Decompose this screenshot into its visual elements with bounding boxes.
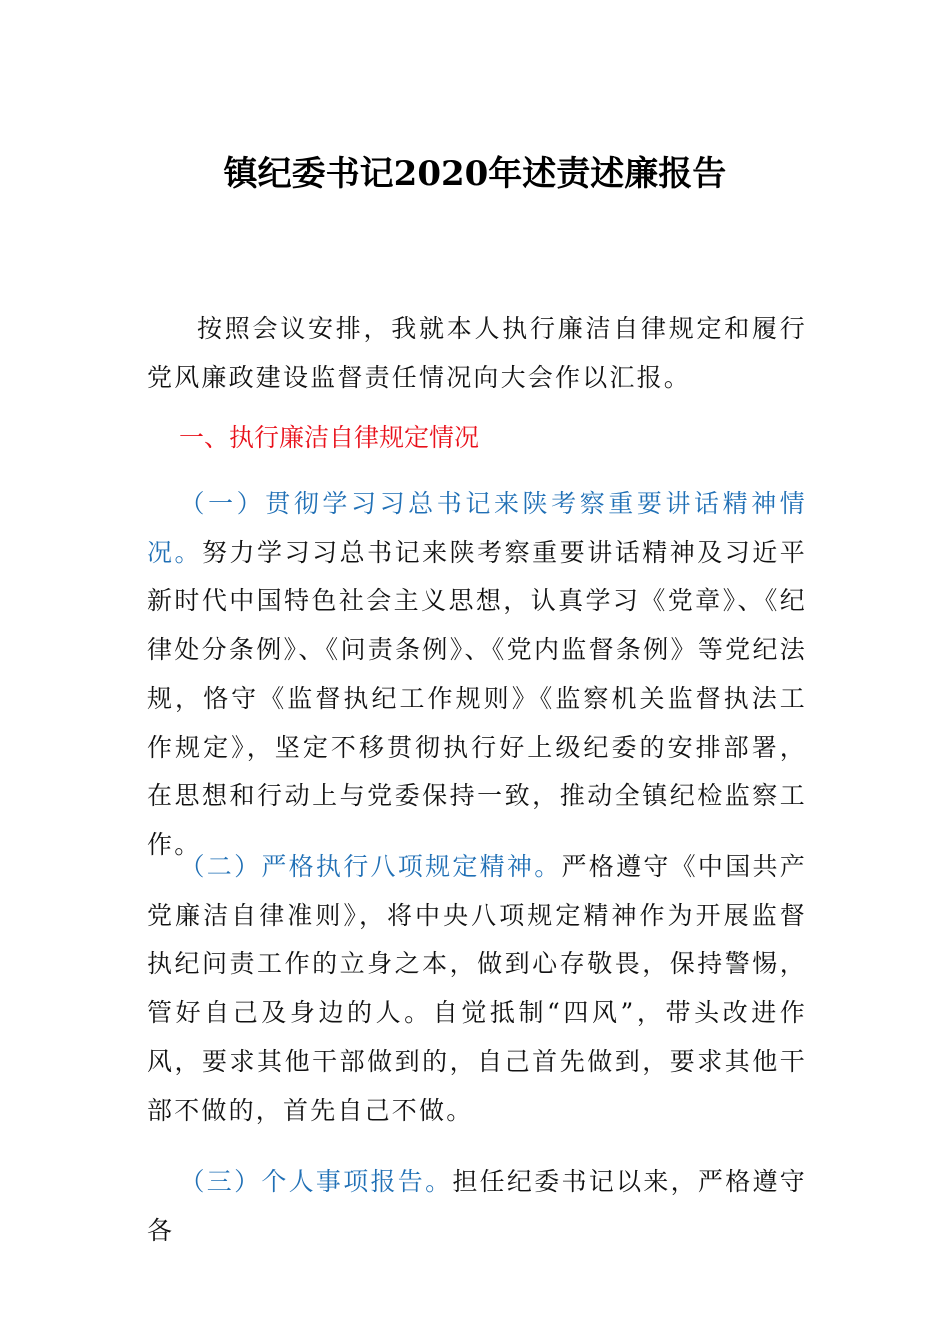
item-1-body: 努力学习习总书记来陕考察重要讲话精神及习近平新时代中国特色社会主义思想，认真学习《党章》、《纪律处分条例》、《问责条例》、《党内监督条例》等党纪法规，恪守《监督执纪工作规则》《监察机关监督执法工作规定》，坚定不移贯彻执行好上级纪委的安排部署，在思想和行动上与党委保持一致，推动全镇纪检监察工作。 (147, 537, 807, 859)
item-2-heading: （二）严格执行八项规定精神。 (179, 852, 562, 881)
item-1-paragraph (147, 480, 807, 870)
item-2-body: 严格遵守《中国共产党廉洁自律准则》，将中央八项规定精神作为开展监督执纪问责工作的立身之本，做到心存敬畏，保持警惕，管好自己及身边的人。自觉抵制“四风”，带头改进作风，要求其他干部做到的，自己首先做到，要求其他干部不做的，首先自己不做。 (147, 852, 807, 1125)
item-3-heading: （三）个人事项报告。 (179, 1167, 453, 1196)
intro-paragraph: 按照会议安排，我就本人执行廉洁自律规定和履行党风廉政建设监督责任情况向大会作以汇报。 (147, 314, 807, 392)
item-3-body: 担任纪委书记以来，严格遵守各 (147, 1167, 807, 1245)
item-1-heading: （一）贯彻学习习总书记来陕考察重要讲话精神情况。 (147, 489, 807, 567)
item-3-paragraph (147, 1158, 807, 1255)
item-2-paragraph (147, 843, 807, 1135)
document-title: 镇纪委书记2020年述责述廉报告 (223, 154, 727, 194)
section-heading: 一、执行廉洁自律规定情况 (179, 423, 480, 452)
